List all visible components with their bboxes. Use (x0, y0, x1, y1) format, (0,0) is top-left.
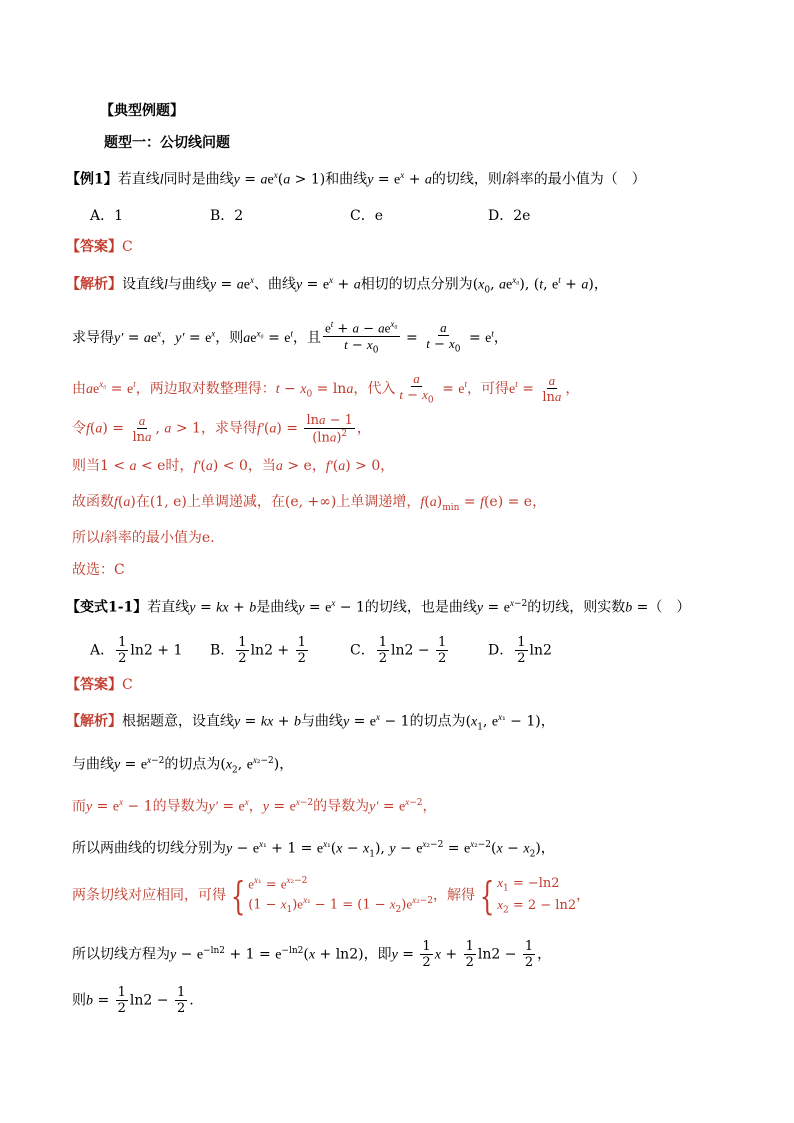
variant1-analysis-line5: 两条切线对应相同，可得 { $e^{x_1} = e^{x_2-2}$ $(1 - x_1)e^{x_1} - 1 = (1 - x_2)e^{x_2-2}$ ，解得 { $x_1 = -\ln 2$ $x_2 = 2 - \ln 2$ ， (72, 873, 591, 918)
variant1-analysis-line2: 与曲线$y = e^{x-2}$的切点为($x_2$, $e^{x_2-2}$)， (72, 755, 294, 776)
variant1-analysis-line4: 所以两曲线的切线分别为$y - e^{x_1} + 1 = e^{x_1}(x - x_1)$, $y - e^{x_2-2} = e^{x_2-2}(x - x_2)$， (72, 839, 555, 860)
variant1-analysis-line1: 【解析】根据题意，设直线y = kx + b与曲线$y = e^x - 1$的切点为($x_1$, $e^{x_1} - 1$)， (66, 712, 555, 733)
variant1-answer: 【答案】C (66, 677, 133, 693)
example1-analysis-line1: 【解析】设直线l与曲线$y = ae^x$、曲线$y = e^x + a$相切的切点分别为($x_0$, $ae^{x_0}$), (t, $e^t + a$)， (66, 275, 608, 296)
variant1-analysis-line7: 则b = $\frac{1}{2}$ ln2 − $\frac{1}{2}$ . (72, 985, 194, 1016)
variant-option-c: C． $\frac{1}{2}$ ln2 − $\frac{1}{2}$ (350, 635, 447, 666)
variant1-analysis-line3: 而$y = e^x - 1$的导数为$y' = e^x$，$y = e^{x-2}$的导数为$y' = e^{x-2}$， (72, 797, 437, 815)
example1-analysis-line4: 令f(a) = $\frac{a}{\ln a}$ , a > 1，求导得f′(a) = $\frac{\ln a - 1}{(\ln a)^2}$ ， (72, 412, 371, 446)
example1-answer: 【答案】C (66, 239, 133, 255)
variant1-analysis-line6: 所以切线方程为$y - e^{-ln2} + 1 = e^{-ln2}(x + \ln 2)$，即y = $\frac{1}{2}$ x + $\frac{1}{2}$ ln2 − $\frac{1}{2}$ ， (72, 939, 552, 970)
option-b: B．2 (210, 208, 244, 224)
example1-choice: 故选：C (72, 562, 125, 578)
section-heading: 【典型例题】 (100, 103, 184, 119)
variant-option-b: B． $\frac{1}{2}$ ln2 + $\frac{1}{2}$ (210, 635, 306, 666)
example1-analysis-line5: 则当1 < a < e时，f′(a) < 0，当a > e，f′(a) > 0， (72, 458, 395, 474)
example1-stem: 【例1】若直线l同时是曲线$y = ae^x(a > 1)$和曲线$y = e^x + a$的切线，则l斜率的最小值为（ ） (66, 170, 646, 188)
option-d: D．2e (488, 208, 531, 224)
example1-analysis-line7: 所以l斜率的最小值为e. (72, 530, 215, 546)
type-heading: 题型一：公切线问题 (104, 135, 230, 151)
example1-analysis-line6: 故函数f(a)在(1, e)上单调递减，在(e, +∞)上单调递增，$f(a)_{min} = f(e) = e$， (72, 494, 547, 513)
option-a: A．1 (90, 208, 124, 224)
variant-option-a: A． $\frac{1}{2}$ ln2 + 1 (90, 635, 183, 666)
example1-analysis-line3: 由$ae^{x_0} = e^t$，两边取对数整理得：$t - x_0 = \ln a$，代入 $\frac{a}{t - x_0}$ = $e^t$，可得$e^t$ = $\frac{a}{\ln a}$ ， (72, 371, 580, 406)
variant-option-d: D． $\frac{1}{2}$ ln2 (488, 635, 552, 666)
option-c: C．e (350, 208, 383, 224)
variant1-stem: 【变式1-1】若直线y = kx + b是曲线$y = e^x - 1$的切线，也是曲线$y = e^{x-2}$的切线，则实数b =（ ） (66, 598, 691, 616)
example1-analysis-line2: 求导得$y' = ae^x$，$y' = e^x$，则$ae^{x_0} = e^t$，且 $\frac{e^t + a - ae^{x_0}}{t - x_0}$ = $\frac{a}{t - x_0}$ = $e^t$， (72, 319, 508, 356)
